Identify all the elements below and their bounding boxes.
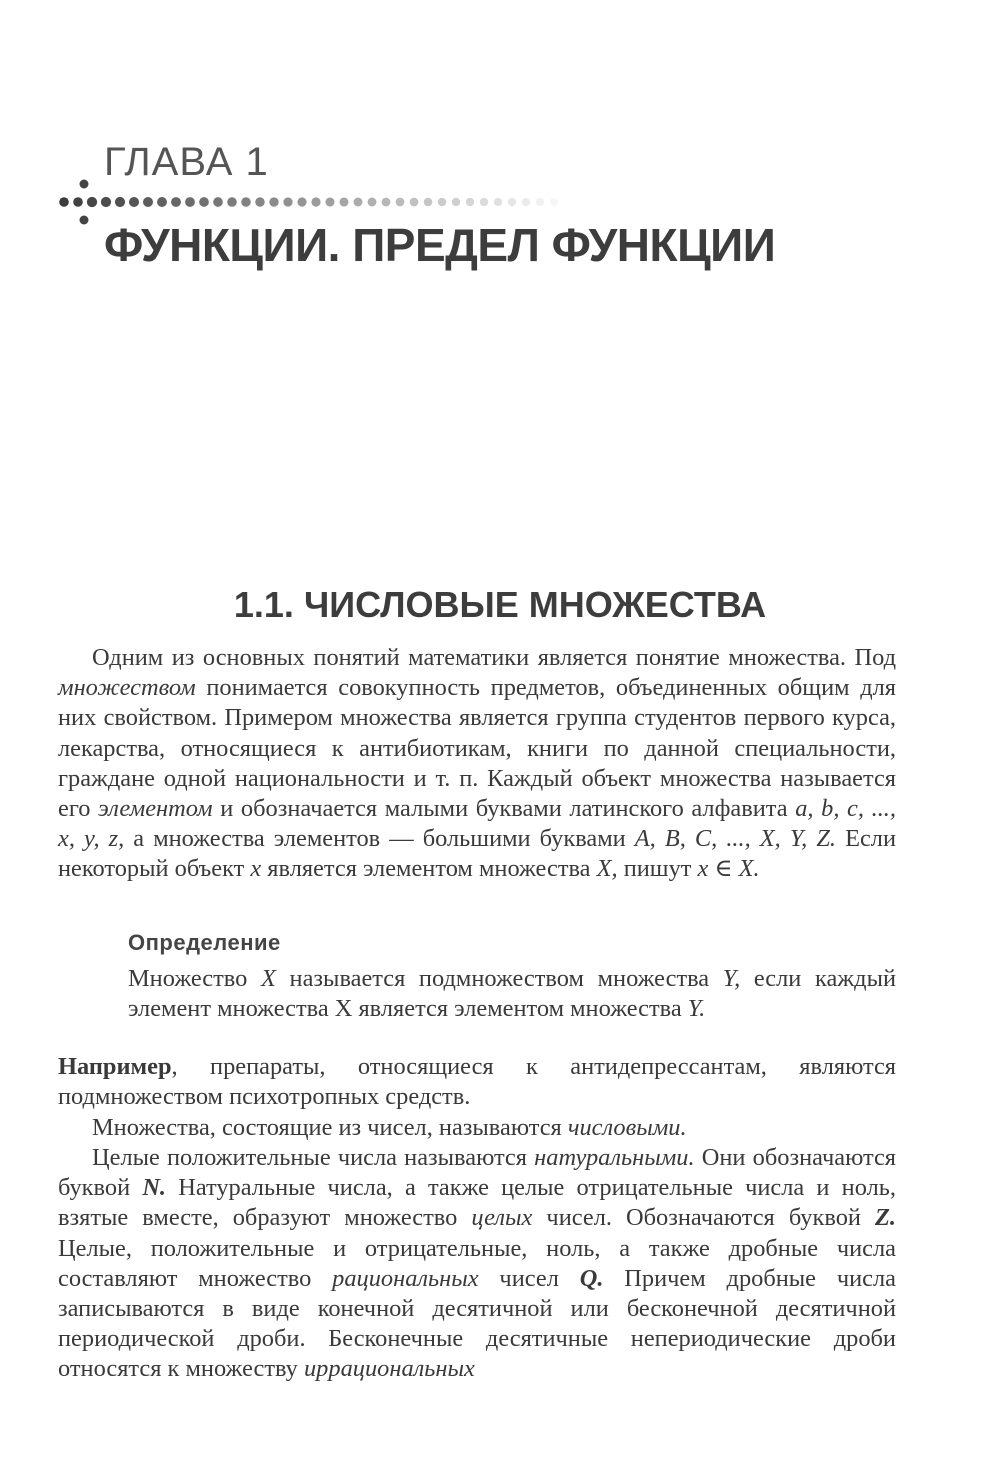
ornament-dot [354,198,363,207]
ornament-dot [199,197,209,207]
ornament-dot [227,197,237,207]
ornament-dot [536,198,544,206]
chapter-label: ГЛАВА 1 [104,140,269,184]
ornament-dot [311,197,320,206]
ornament-dot [522,198,530,206]
decorative-dot-ornament [0,0,1000,240]
ornament-dot [157,197,167,207]
ornament-dot [115,197,125,207]
definition-heading: Определение [128,930,281,955]
paragraph-sets-intro: Одним из основных понятий математики является понятие множества. Под множеством понимается совокупность предметов, объединенных общим для них свойством. Примером множества является группа студентов первого курса, лекарства, относящиеся к антибиотикам, книги по данной специальности, граждане одной национальности и т. п. Каждый объект множества называется его элементом и обозначается малыми буквами латинского алфавита a, b, c, ..., x, y, z, а множества элементов — большими буквами A, B, C, ..., X, Y, Z. Если некоторый объект x является элементом множества X, пишут x ∈ X. [58,644,897,883]
ornament-dot [269,197,278,206]
ornament-dot [171,197,181,207]
ornament-dot [59,197,69,207]
ornament-dot [143,197,153,207]
chapter-title: ФУНКЦИИ. ПРЕДЕЛ ФУНКЦИИ [104,219,776,271]
ornament-dot [73,197,83,207]
ornament-dot [438,198,447,207]
ornament-dot [213,197,223,207]
ornament-dot [410,198,419,207]
paragraph-example: Например, препараты, относящиеся к антидепрессантам, являются подмножеством психотропных средств. [58,1053,896,1111]
ornament-dot [494,198,502,206]
ornament-dot [297,197,306,206]
ornament-dot [424,198,433,207]
ornament-dot [101,197,111,207]
section-title: 1.1. ЧИСЛОВЫЕ МНОЖЕСТВА [233,584,767,625]
ornament-dot [185,197,195,207]
ornament-dot [80,216,89,225]
definition-text: Множество X называется подмножеством множества Y, если каждый элемент множества X является элементом множества Y. [128,965,897,1023]
ornament-dot [325,197,334,206]
ornament-dot [368,198,377,207]
ornament-dot [80,180,89,189]
paragraph-number-types: Целые положительные числа называются натуральными. Они обозначаются буквой N. Натуральные числа, а также целые отрицательные числа и ноль, взятые вместе, образуют множество целых чисел. Обозначаются буквой Z. Целые, положительные и отрицательные, ноль, а также дробные числа составляют множество рациональных чисел Q. Причем дробные числа записываются в виде конечной десятичной или бесконечной десятичной периодической дроби. Бесконечные десятичные непериодические дроби относятся к множеству иррациональных [58,1144,896,1383]
ornament-dot [452,198,460,206]
ornament-dot [87,197,97,207]
ornament-dot [241,197,251,207]
ornament-dot [339,197,348,206]
ornament-dot [508,198,516,206]
ornament-dot [283,197,292,206]
definition-block [128,930,896,1024]
ornament-dot [255,197,264,206]
ornament-dot [129,197,139,207]
ornament-dot [396,198,405,207]
ornament-dot [550,198,558,206]
ornament-dot [480,198,488,206]
paragraph-numeric-sets: Множества, состоящие из чисел, называются числовыми. [92,1114,687,1141]
ornament-dot [382,198,391,207]
ornament-dot [466,198,474,206]
